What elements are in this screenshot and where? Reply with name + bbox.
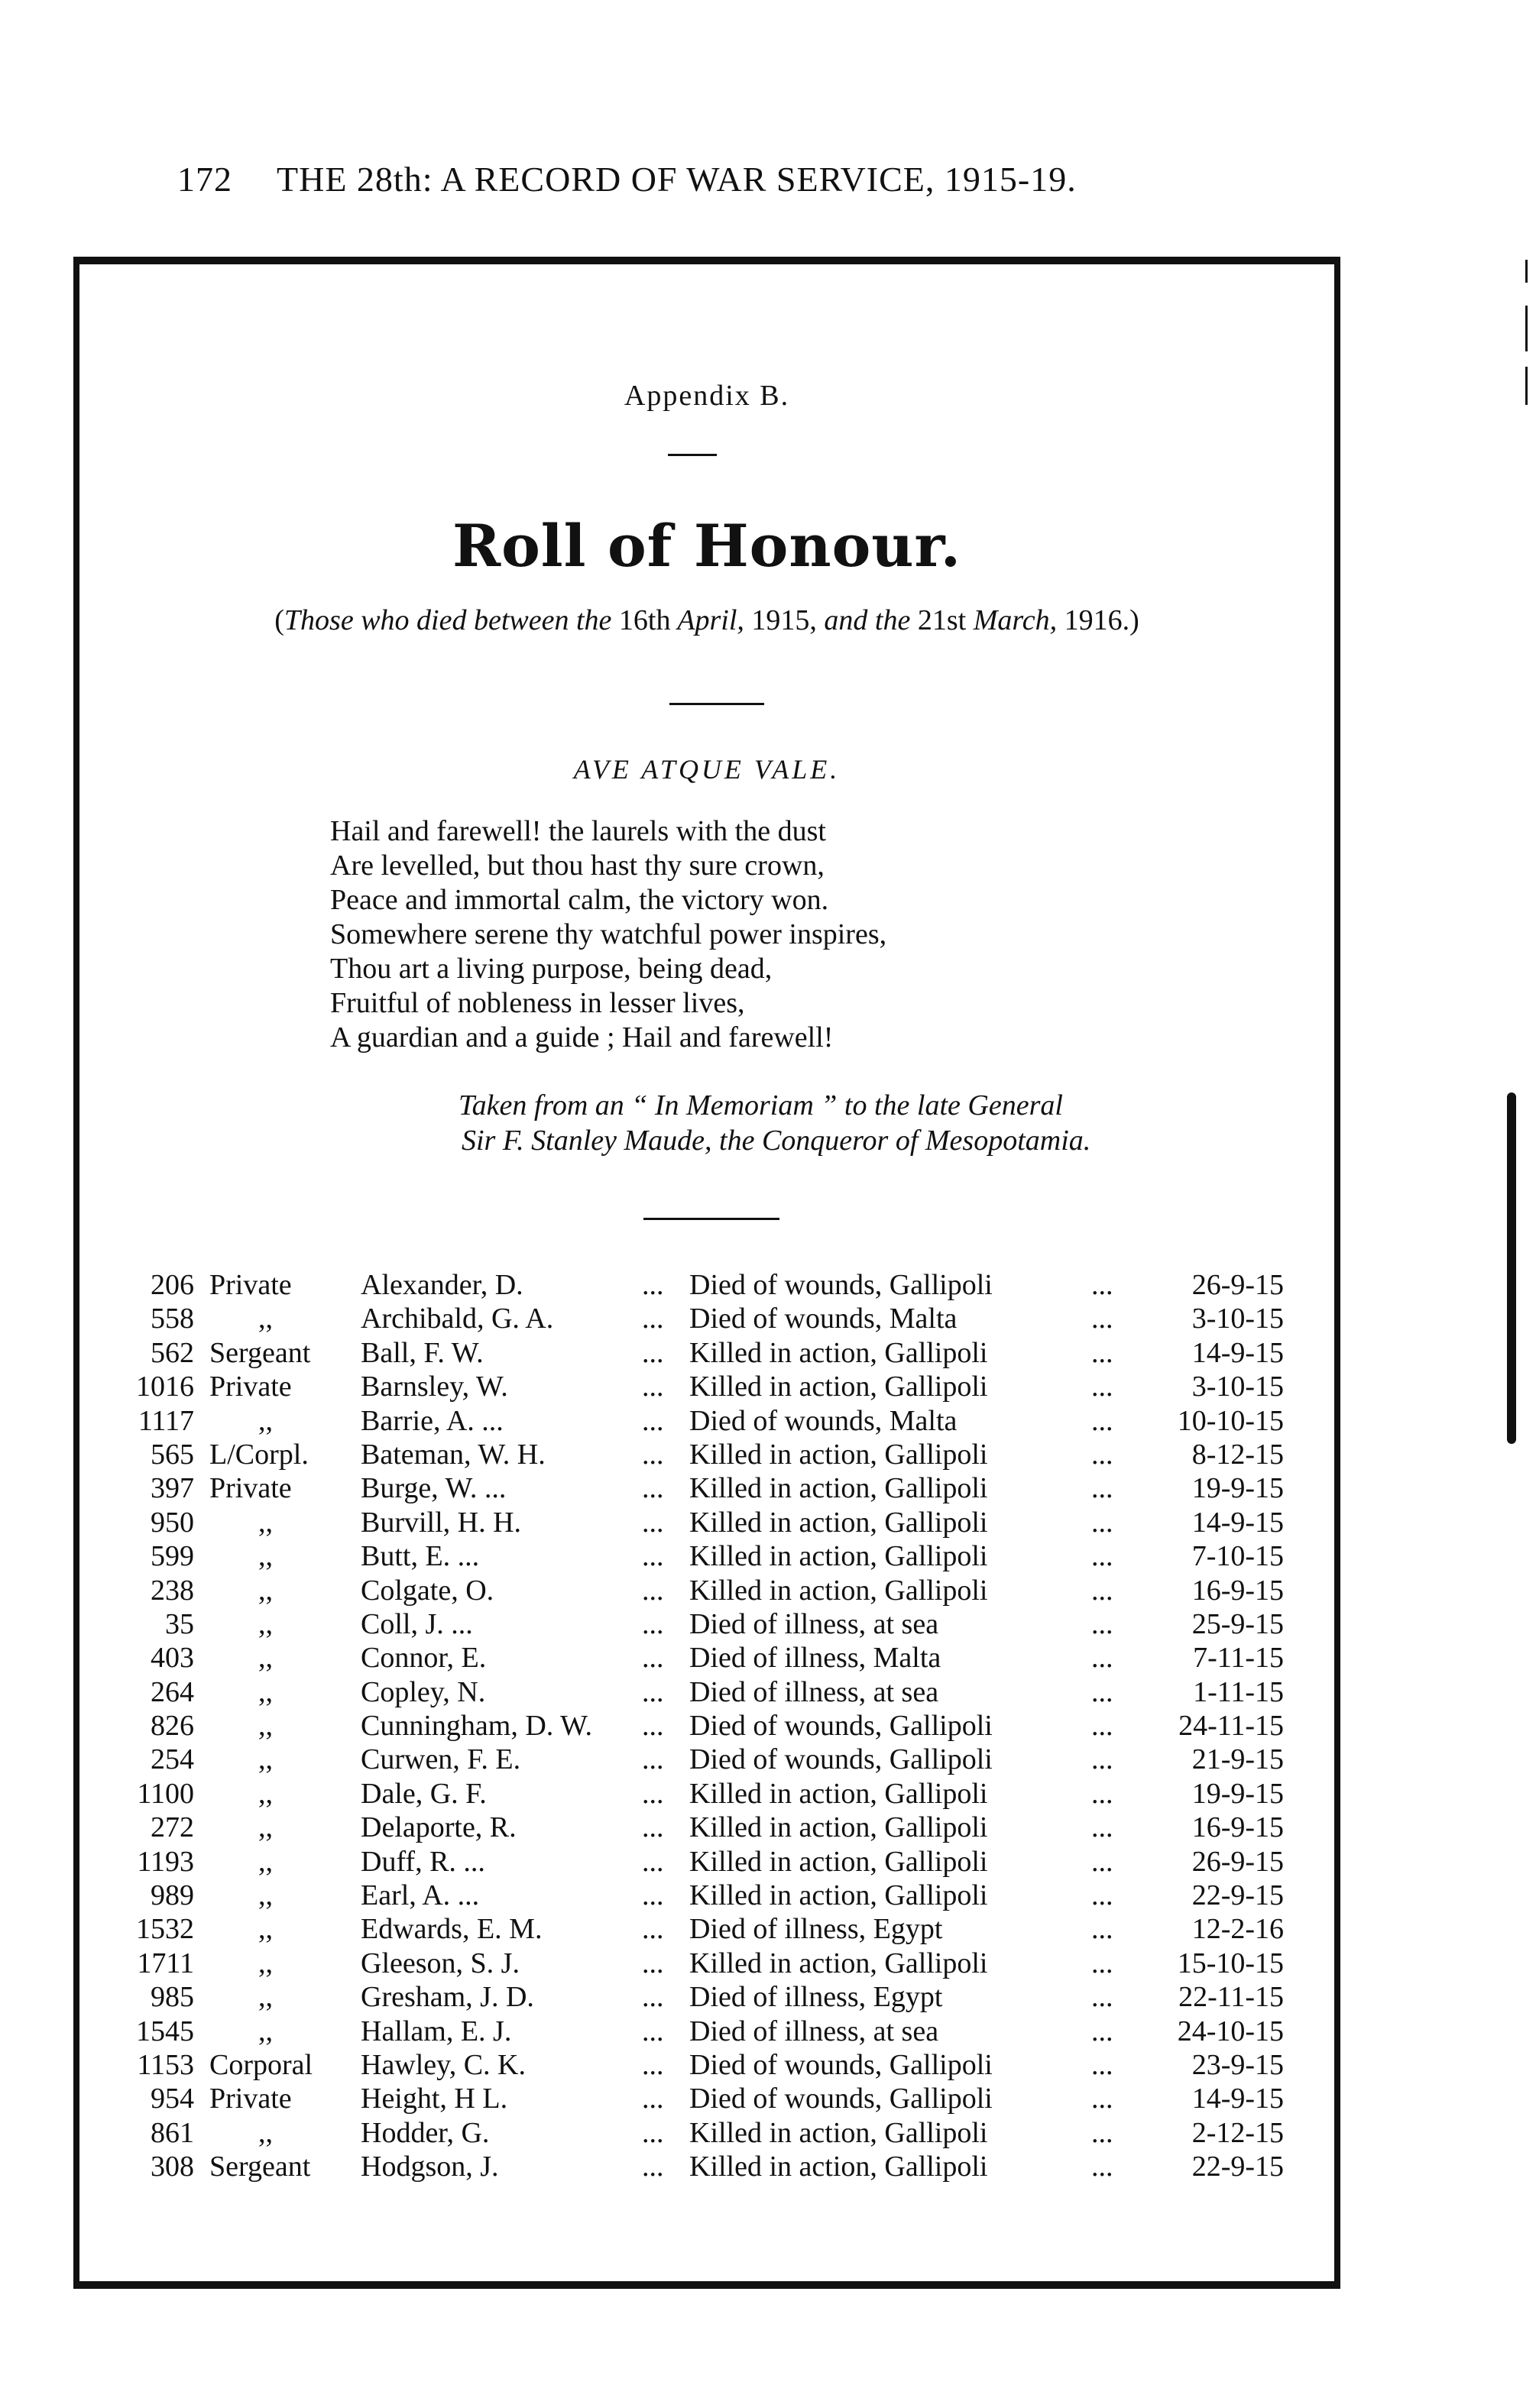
cause-of-death: Died of illness, at sea	[689, 1675, 939, 1708]
cause-of-death: Killed in action, Gallipoli	[689, 1777, 988, 1810]
date-of-death: 23-9-15	[1191, 2048, 1284, 2081]
service-number: 1100	[137, 1777, 194, 1810]
cause-of-death: Killed in action, Gallipoli	[689, 1879, 988, 1912]
subtitle-month: April,	[670, 604, 744, 636]
date-of-death: 2-12-15	[1191, 2116, 1284, 2149]
divider-rule	[643, 1218, 779, 1220]
leader-dots: ...	[1091, 1404, 1113, 1437]
service-number: 558	[151, 1303, 194, 1335]
leader-dots: ...	[642, 1336, 664, 1369]
cause-of-death: Died of wounds, Gallipoli	[689, 1710, 993, 1743]
service-number: 599	[151, 1540, 194, 1573]
service-number: 1153	[137, 2048, 194, 2081]
book-title: THE 28th: A RECORD OF WAR SERVICE, 1915-19.	[277, 160, 1077, 199]
date-of-death: 12-2-16	[1191, 1913, 1284, 1946]
service-number: 989	[151, 1879, 194, 1912]
cause-of-death: Killed in action, Gallipoli	[689, 1540, 988, 1573]
soldier-name: Gleeson, S. J.	[361, 1947, 520, 1979]
soldier-name: Hodder, G.	[361, 2116, 490, 2149]
date-of-death: 19-9-15	[1191, 1472, 1284, 1505]
rank: ,,	[258, 1540, 273, 1573]
service-number: 1193	[137, 1845, 194, 1878]
soldier-name: Connor, E.	[361, 1642, 487, 1675]
leader-dots: ...	[1091, 2015, 1113, 2047]
rank: ,,	[258, 1404, 273, 1437]
service-number: 254	[151, 1743, 194, 1776]
leader-dots: ...	[642, 1845, 664, 1878]
soldier-name: Burvill, H. H.	[361, 1506, 522, 1539]
rank: ,,	[258, 1811, 273, 1844]
leader-dots: ...	[642, 1777, 664, 1810]
leader-dots: ...	[642, 1472, 664, 1505]
rank: ,,	[258, 2116, 273, 2149]
divider-rule	[668, 454, 717, 456]
leader-dots: ...	[642, 1269, 664, 1301]
rank: ,,	[258, 1710, 273, 1743]
date-of-death: 10-10-15	[1177, 1404, 1284, 1437]
leader-dots: ...	[1091, 1472, 1113, 1505]
leader-dots: ...	[1091, 1336, 1113, 1369]
leader-dots: ...	[642, 1743, 664, 1776]
rank: Corporal	[209, 2048, 313, 2081]
soldier-name: Alexander, D.	[361, 1269, 523, 1301]
cause-of-death: Killed in action, Gallipoli	[689, 1506, 988, 1539]
date-of-death: 16-9-15	[1191, 1574, 1284, 1607]
leader-dots: ...	[642, 1404, 664, 1437]
date-of-death: 21-9-15	[1191, 1743, 1284, 1776]
poem-line: Thou art a living purpose, being dead,	[330, 953, 773, 985]
date-of-death: 22-9-15	[1191, 1879, 1284, 1912]
subtitle-year: 1915,	[744, 604, 825, 636]
leader-dots: ...	[642, 1540, 664, 1573]
cause-of-death: Died of illness, at sea	[689, 2015, 939, 2047]
service-number: 954	[151, 2083, 194, 2115]
service-number: 1016	[136, 1371, 194, 1403]
rank: L/Corpl.	[209, 1438, 309, 1471]
poem-line: Hail and farewell! the laurels with the dust	[330, 815, 826, 847]
date-of-death: 22-9-15	[1191, 2151, 1284, 2183]
cause-of-death: Killed in action, Gallipoli	[689, 1845, 988, 1878]
cause-of-death: Died of wounds, Malta	[689, 1303, 958, 1335]
date-of-death: 8-12-15	[1191, 1438, 1284, 1471]
cause-of-death: Died of wounds, Gallipoli	[689, 2083, 993, 2115]
date-of-death: 14-9-15	[1191, 1506, 1284, 1539]
service-number: 950	[151, 1506, 194, 1539]
soldier-name: Height, H L.	[361, 2083, 508, 2115]
leader-dots: ...	[642, 1675, 664, 1708]
leader-dots: ...	[642, 2116, 664, 2149]
date-of-death: 19-9-15	[1191, 1777, 1284, 1810]
leader-dots: ...	[1091, 1540, 1113, 1573]
service-number: 565	[151, 1438, 194, 1471]
date-of-death: 14-9-15	[1191, 1336, 1284, 1369]
leader-dots: ...	[1091, 1438, 1113, 1471]
leader-dots: ...	[642, 1506, 664, 1539]
soldier-name: Hodgson, J.	[361, 2151, 499, 2183]
rank: ,,	[258, 1574, 273, 1607]
date-of-death: 15-10-15	[1177, 1947, 1284, 1979]
cause-of-death: Died of wounds, Gallipoli	[689, 1269, 993, 1301]
leader-dots: ...	[642, 1371, 664, 1403]
leader-dots: ...	[1091, 1574, 1113, 1607]
leader-dots: ...	[1091, 2151, 1113, 2183]
soldier-name: Duff, R. ...	[361, 1845, 485, 1878]
cause-of-death: Killed in action, Gallipoli	[689, 1574, 988, 1607]
leader-dots: ...	[1091, 1642, 1113, 1675]
date-of-death: 22-11-15	[1178, 1981, 1284, 2014]
date-of-death: 16-9-15	[1191, 1811, 1284, 1844]
rank: ,,	[258, 2015, 273, 2047]
poem-line: Somewhere serene thy watchful power inspires,	[330, 918, 887, 950]
appendix-label: Appendix B.	[624, 380, 790, 412]
service-number: 272	[151, 1811, 194, 1844]
soldier-name: Earl, A. ...	[361, 1879, 480, 1912]
cause-of-death: Died of illness, Egypt	[689, 1913, 943, 1946]
leader-dots: ...	[642, 1981, 664, 2014]
rank: ,,	[258, 1913, 273, 1946]
soldier-name: Curwen, F. E.	[361, 1743, 521, 1776]
cause-of-death: Killed in action, Gallipoli	[689, 2116, 988, 2149]
rank: ,,	[258, 1506, 273, 1539]
cause-of-death: Died of illness, Egypt	[689, 1981, 943, 2014]
cause-of-death: Died of wounds, Malta	[689, 1404, 958, 1437]
cause-of-death: Killed in action, Gallipoli	[689, 1336, 988, 1369]
soldier-name: Coll, J. ...	[361, 1607, 473, 1640]
service-number: 562	[151, 1336, 194, 1369]
soldier-name: Burge, W. ...	[361, 1472, 507, 1505]
leader-dots: ...	[1091, 1303, 1113, 1335]
leader-dots: ...	[642, 1303, 664, 1335]
scan-margin-mark	[1525, 367, 1528, 405]
service-number: 397	[151, 1472, 194, 1505]
rank: Sergeant	[209, 1336, 311, 1369]
leader-dots: ...	[642, 2083, 664, 2115]
page-number: 172	[177, 160, 232, 199]
soldier-name: Dale, G. F.	[361, 1777, 487, 1810]
rank: ,,	[258, 1947, 273, 1979]
leader-dots: ...	[1091, 1947, 1113, 1979]
leader-dots: ...	[1091, 1879, 1113, 1912]
soldier-name: Archibald, G. A.	[361, 1303, 554, 1335]
service-number: 35	[165, 1607, 194, 1640]
rank: ,,	[258, 1607, 273, 1640]
rank: ,,	[258, 1743, 273, 1776]
cause-of-death: Killed in action, Gallipoli	[689, 1947, 988, 1979]
rank: ,,	[258, 1845, 273, 1878]
service-number: 1711	[137, 1947, 194, 1979]
soldier-name: Copley, N.	[361, 1675, 486, 1708]
leader-dots: ...	[1091, 2048, 1113, 2081]
soldier-name: Cunningham, D. W.	[361, 1710, 592, 1743]
subtitle-text: Those who died between the	[284, 604, 619, 636]
subtitle-day: 21st	[917, 604, 967, 636]
leader-dots: ...	[642, 1947, 664, 1979]
soldier-name: Colgate, O.	[361, 1574, 494, 1607]
leader-dots: ...	[1091, 2083, 1113, 2115]
leader-dots: ...	[1091, 1811, 1113, 1844]
cause-of-death: Died of illness, Malta	[689, 1642, 941, 1675]
date-of-death: 14-9-15	[1191, 2083, 1284, 2115]
cause-of-death: Died of wounds, Gallipoli	[689, 1743, 993, 1776]
rank: Sergeant	[209, 2151, 311, 2183]
scan-margin-mark	[1507, 1092, 1516, 1444]
leader-dots: ...	[1091, 2116, 1113, 2149]
rank: ,,	[258, 1642, 273, 1675]
service-number: 1117	[138, 1404, 194, 1437]
date-of-death: 24-11-15	[1178, 1710, 1284, 1743]
attribution-line: Taken from an “ In Memoriam ” to the late General	[459, 1089, 1063, 1121]
cause-of-death: Killed in action, Gallipoli	[689, 1371, 988, 1403]
subtitle-paren: (	[274, 604, 284, 636]
leader-dots: ...	[642, 1913, 664, 1946]
leader-dots: ...	[642, 1607, 664, 1640]
soldier-name: Barnsley, W.	[361, 1371, 508, 1403]
poem-line: Peace and immortal calm, the victory won.	[330, 884, 829, 916]
leader-dots: ...	[1091, 1506, 1113, 1539]
date-of-death: 24-10-15	[1177, 2015, 1284, 2047]
subtitle-day: 16th	[618, 604, 671, 636]
soldier-name: Bateman, W. H.	[361, 1438, 546, 1471]
date-of-death: 1-11-15	[1193, 1675, 1284, 1708]
date-of-death: 3-10-15	[1191, 1303, 1284, 1335]
leader-dots: ...	[1091, 1607, 1113, 1640]
soldier-name: Hallam, E. J.	[361, 2015, 512, 2047]
leader-dots: ...	[642, 2015, 664, 2047]
service-number: 826	[151, 1710, 194, 1743]
leader-dots: ...	[1091, 1269, 1113, 1301]
date-of-death: 7-11-15	[1193, 1642, 1284, 1675]
attribution-line: Sir F. Stanley Maude, the Conqueror of Mesopotamia.	[462, 1125, 1091, 1157]
date-of-death: 3-10-15	[1191, 1371, 1284, 1403]
service-number: 264	[151, 1675, 194, 1708]
rank: Private	[209, 2083, 292, 2115]
leader-dots: ...	[1091, 1777, 1113, 1810]
leader-dots: ...	[1091, 1913, 1113, 1946]
rank: ,,	[258, 1303, 273, 1335]
divider-rule	[669, 703, 764, 705]
soldier-name: Ball, F. W.	[361, 1336, 484, 1369]
poem-title: AVE ATQUE VALE.	[573, 754, 841, 785]
poem-line: Are levelled, but thou hast thy sure crown,	[330, 850, 825, 882]
soldier-name: Hawley, C. K.	[361, 2048, 526, 2081]
service-number: 238	[151, 1574, 194, 1607]
cause-of-death: Killed in action, Gallipoli	[689, 1438, 988, 1471]
service-number: 308	[151, 2151, 194, 2183]
leader-dots: ...	[1091, 1743, 1113, 1776]
leader-dots: ...	[642, 1879, 664, 1912]
cause-of-death: Killed in action, Gallipoli	[689, 1472, 988, 1505]
scan-margin-mark	[1525, 306, 1528, 351]
leader-dots: ...	[642, 2048, 664, 2081]
service-number: 1532	[136, 1913, 194, 1946]
date-of-death: 26-9-15	[1191, 1269, 1284, 1301]
rank: Private	[209, 1472, 292, 1505]
date-range-subtitle	[73, 604, 1340, 637]
service-number: 403	[151, 1642, 194, 1675]
rank: ,,	[258, 1777, 273, 1810]
leader-dots: ...	[1091, 1675, 1113, 1708]
service-number: 985	[151, 1981, 194, 2014]
soldier-name: Gresham, J. D.	[361, 1981, 534, 2014]
date-of-death: 7-10-15	[1191, 1540, 1284, 1573]
cause-of-death: Died of wounds, Gallipoli	[689, 2048, 993, 2081]
soldier-name: Butt, E. ...	[361, 1540, 480, 1573]
subtitle-text: and the	[824, 604, 918, 636]
leader-dots: ...	[1091, 1371, 1113, 1403]
page-title: Roll of Honour.	[452, 512, 962, 580]
leader-dots: ...	[642, 1438, 664, 1471]
cause-of-death: Killed in action, Gallipoli	[689, 2151, 988, 2183]
rank: ,,	[258, 1675, 273, 1708]
subtitle-month: March,	[966, 604, 1058, 636]
cause-of-death: Died of illness, at sea	[689, 1607, 939, 1640]
subtitle-year: 1916.)	[1057, 604, 1139, 636]
leader-dots: ...	[1091, 1981, 1113, 2014]
date-of-death: 26-9-15	[1191, 1845, 1284, 1878]
leader-dots: ...	[642, 1574, 664, 1607]
leader-dots: ...	[642, 1642, 664, 1675]
rank: Private	[209, 1269, 292, 1301]
service-number: 861	[151, 2116, 194, 2149]
cause-of-death: Killed in action, Gallipoli	[689, 1811, 988, 1844]
poem-attribution	[459, 1088, 1090, 1158]
poem-body	[330, 814, 886, 1055]
leader-dots: ...	[642, 2151, 664, 2183]
soldier-name: Barrie, A. ...	[361, 1404, 504, 1437]
soldier-name: Delaporte, R.	[361, 1811, 517, 1844]
running-head	[177, 159, 1077, 199]
poem-line: A guardian and a guide ; Hail and farewell!	[330, 1021, 834, 1054]
poem-line: Fruitful of nobleness in lesser lives,	[330, 987, 745, 1019]
service-number: 1545	[136, 2015, 194, 2047]
rank: ,,	[258, 1879, 273, 1912]
soldier-name: Edwards, E. M.	[361, 1913, 543, 1946]
scan-margin-mark	[1525, 260, 1528, 283]
leader-dots: ...	[642, 1811, 664, 1844]
leader-dots: ...	[1091, 1845, 1113, 1878]
date-of-death: 25-9-15	[1191, 1607, 1284, 1640]
service-number: 206	[151, 1269, 194, 1301]
rank: Private	[209, 1371, 292, 1403]
rank: ,,	[258, 1981, 273, 2014]
leader-dots: ...	[642, 1710, 664, 1743]
leader-dots: ...	[1091, 1710, 1113, 1743]
